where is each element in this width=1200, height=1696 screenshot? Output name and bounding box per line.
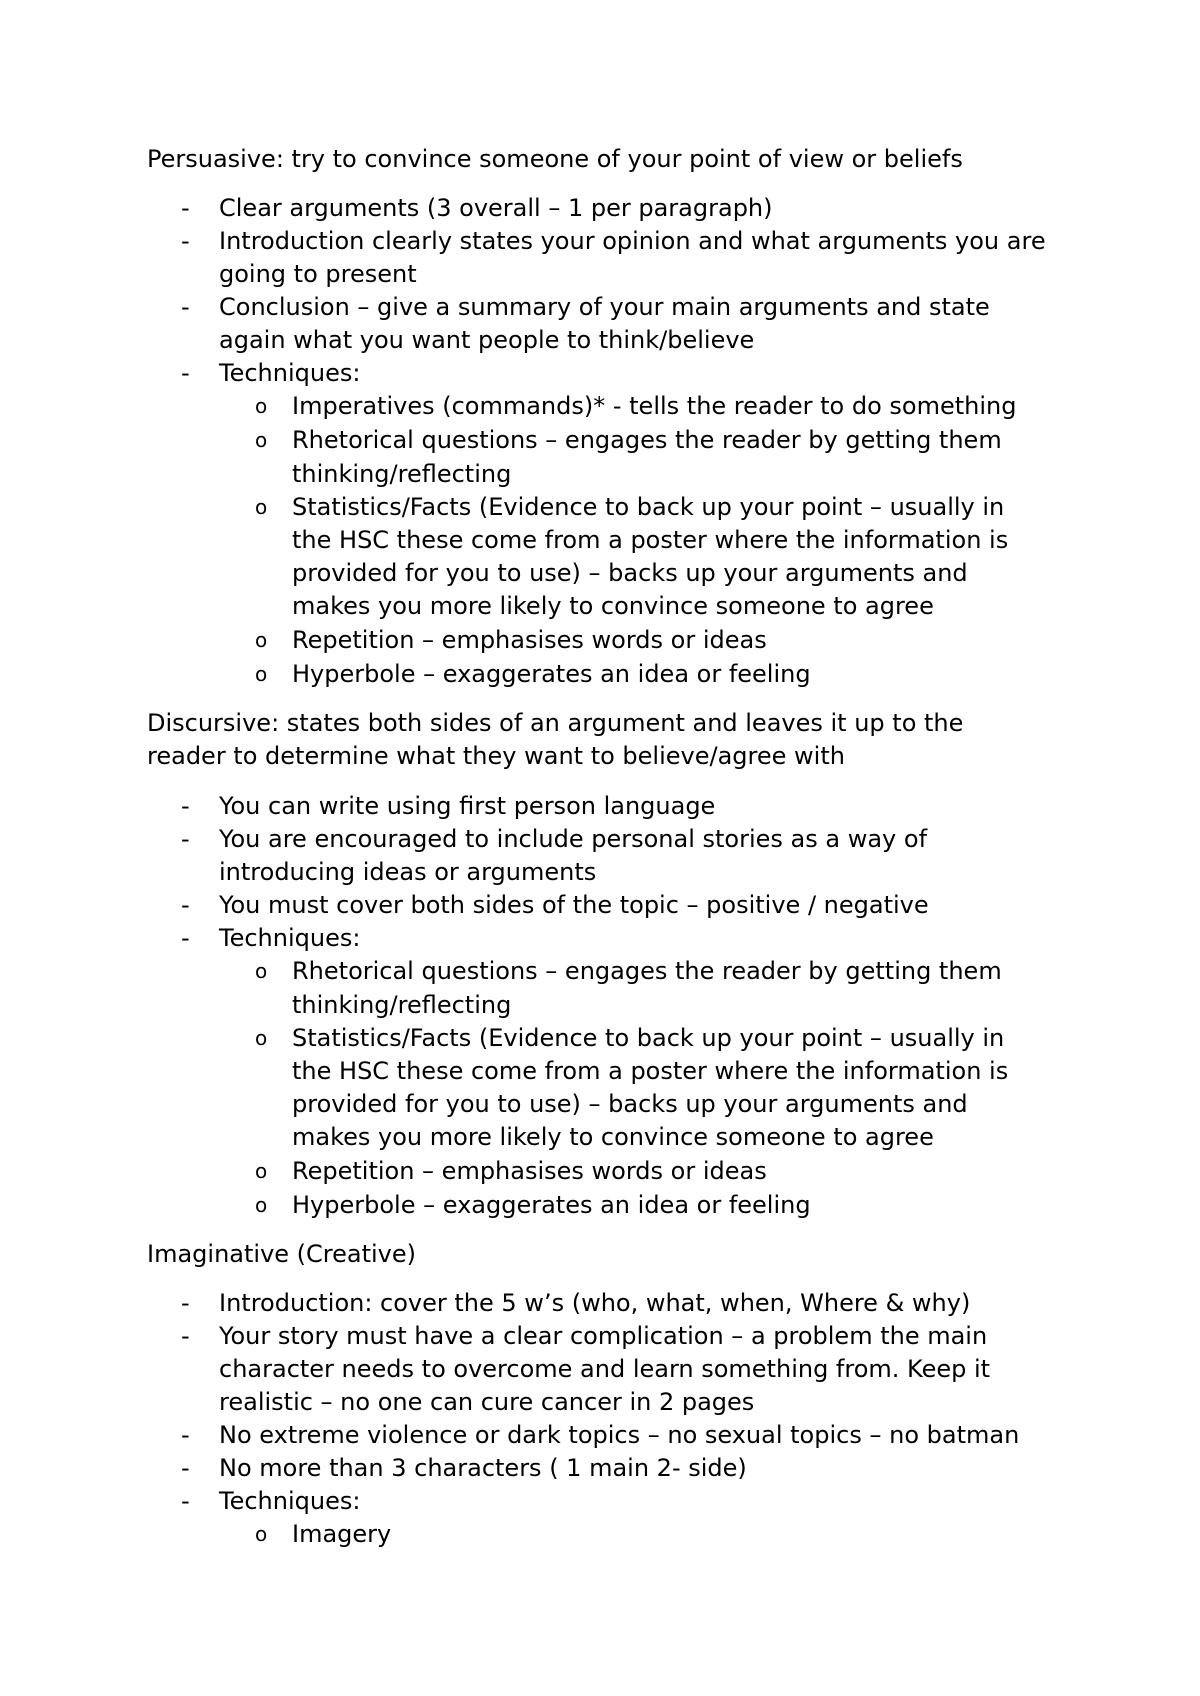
list-item-text: Rhetorical questions – engages the reader by getting them xyxy=(292,957,1002,985)
dash-bullet: - xyxy=(181,1289,190,1317)
list-item-text: thinking/reflecting xyxy=(292,991,512,1019)
list-item-text: You must cover both sides of the topic – positive / negative xyxy=(219,891,929,919)
list-item-text: going to present xyxy=(219,260,417,288)
list-item-text: Your story must have a clear complication – a problem the main xyxy=(219,1322,988,1350)
dash-bullet: - xyxy=(181,924,190,952)
list-item-text: Hyperbole – exaggerates an idea or feeling xyxy=(292,660,811,688)
list-item-text: provided for you to use) – backs up your arguments and xyxy=(292,1090,968,1118)
circle-bullet: o xyxy=(255,495,268,519)
dash-bullet: - xyxy=(181,825,190,853)
list-item-text: again what you want people to think/believe xyxy=(219,326,755,354)
list-item-text: provided for you to use) – backs up your arguments and xyxy=(292,559,968,587)
circle-bullet: o xyxy=(255,662,268,686)
dash-bullet: - xyxy=(181,194,190,222)
dash-bullet: - xyxy=(181,1454,190,1482)
dash-bullet: - xyxy=(181,293,190,321)
list-item-text: makes you more likely to convince someone to agree xyxy=(292,1123,934,1151)
list-item-text: Imperatives (commands)* - tells the reader to do something xyxy=(292,392,1017,420)
list-item-text: Rhetorical questions – engages the reader by getting them xyxy=(292,426,1002,454)
list-item-text: Hyperbole – exaggerates an idea or feeling xyxy=(292,1191,811,1219)
circle-bullet: o xyxy=(255,959,268,983)
list-item-text: realistic – no one can cure cancer in 2 pages xyxy=(219,1388,755,1416)
list-item-text: the HSC these come from a poster where the information is xyxy=(292,1057,1009,1085)
circle-bullet: o xyxy=(255,1193,268,1217)
list-item-text: makes you more likely to convince someone to agree xyxy=(292,592,934,620)
dash-bullet: - xyxy=(181,359,190,387)
circle-bullet: o xyxy=(255,1159,268,1183)
dash-bullet: - xyxy=(181,227,190,255)
heading-line: Discursive: states both sides of an argument and leaves it up to the xyxy=(147,709,964,737)
dash-bullet: - xyxy=(181,891,190,919)
circle-bullet: o xyxy=(255,394,268,418)
list-item-text: Introduction: cover the 5 w’s (who, what, when, Where & why) xyxy=(219,1289,971,1317)
list-item-text: Repetition – emphasises words or ideas xyxy=(292,1157,767,1185)
dash-bullet: - xyxy=(181,1487,190,1515)
list-item-text: Introduction clearly states your opinion and what arguments you are xyxy=(219,227,1046,255)
circle-bullet: o xyxy=(255,1522,268,1546)
dash-bullet: - xyxy=(181,1421,190,1449)
list-item-text: character needs to overcome and learn something from. Keep it xyxy=(219,1355,991,1383)
list-item-text: Repetition – emphasises words or ideas xyxy=(292,626,767,654)
list-item-text: Imagery xyxy=(292,1520,392,1548)
dash-bullet: - xyxy=(181,1322,190,1350)
list-item-text: You are encouraged to include personal stories as a way of xyxy=(219,825,928,853)
list-item-text: introducing ideas or arguments xyxy=(219,858,597,886)
list-item-text: Techniques: xyxy=(219,1487,361,1515)
list-item-text: Statistics/Facts (Evidence to back up your point – usually in xyxy=(292,1024,1005,1052)
list-item-text: the HSC these come from a poster where the information is xyxy=(292,526,1009,554)
dash-bullet: - xyxy=(181,792,190,820)
section-heading-discursive xyxy=(147,707,1087,773)
circle-bullet: o xyxy=(255,628,268,652)
list-item-text: Clear arguments (3 overall – 1 per paragraph) xyxy=(219,194,773,222)
circle-bullet: o xyxy=(255,428,268,452)
list-item-text: No more than 3 characters ( 1 main 2- side) xyxy=(219,1454,747,1482)
section-heading-persuasive: Persuasive: try to convince someone of your point of view or beliefs xyxy=(147,145,963,173)
circle-bullet: o xyxy=(255,1026,268,1050)
list-item-text: Techniques: xyxy=(219,359,361,387)
section-heading-imaginative: Imaginative (Creative) xyxy=(147,1240,417,1268)
list-item-text: Techniques: xyxy=(219,924,361,952)
list-item-text: Statistics/Facts (Evidence to back up your point – usually in xyxy=(292,493,1005,521)
list-item-text: You can write using first person language xyxy=(219,792,716,820)
list-item-text: Conclusion – give a summary of your main arguments and state xyxy=(219,293,990,321)
list-item-text: No extreme violence or dark topics – no sexual topics – no batman xyxy=(219,1421,1020,1449)
heading-line: reader to determine what they want to believe/agree with xyxy=(147,742,845,770)
list-item-text: thinking/reflecting xyxy=(292,460,512,488)
